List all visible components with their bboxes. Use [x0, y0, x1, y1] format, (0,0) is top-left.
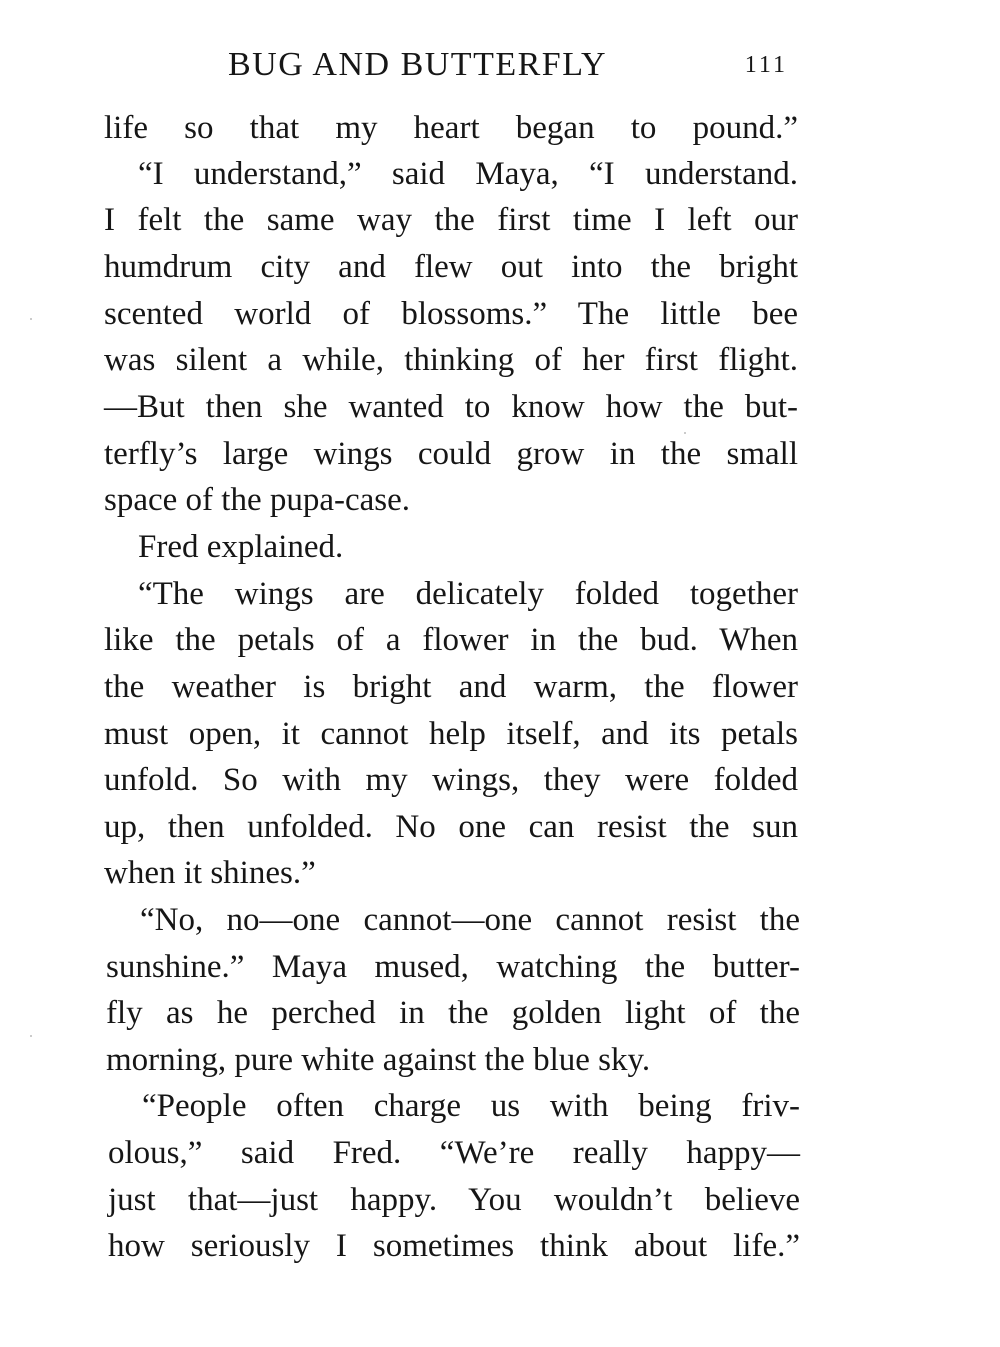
text-line-21: morning, pure white against the blue sky. [106, 1042, 651, 1078]
text-line-12: like the petals of a flower in the bud. When [104, 622, 798, 658]
text-line-15: unfold. So with my wings, they were folded [104, 762, 798, 798]
page-number: 111 [744, 52, 788, 78]
text-line-13: the weather is bright and warm, the flower [104, 669, 798, 705]
paper-speck [684, 432, 686, 434]
text-line-5: scented world of blossoms.” The little bee [104, 296, 798, 332]
paper-speck [30, 318, 32, 320]
text-line-7: —But then she wanted to know how the but- [104, 389, 798, 425]
text-line-24: just that—just happy. You wouldn’t believe [108, 1182, 800, 1218]
text-line-4: humdrum city and flew out into the bright [104, 249, 798, 285]
text-line-18: “No, no—one cannot—one cannot resist the [140, 902, 800, 938]
text-line-23: olous,” said Fred. “We’re really happy— [108, 1135, 800, 1171]
text-line-16: up, then unfolded. No one can resist the sun [104, 809, 798, 845]
text-line-25: how seriously I sometimes think about life.” [108, 1228, 800, 1264]
text-line-17: when it shines.” [104, 855, 316, 891]
text-line-1: life so that my heart began to pound.” [104, 110, 798, 146]
text-line-10: Fred explained. [138, 529, 344, 565]
text-line-19: sunshine.” Maya mused, watching the butter- [106, 949, 800, 985]
running-head [228, 46, 788, 90]
text-line-22: “People often charge us with being friv- [142, 1088, 800, 1124]
running-head-title: BUG AND BUTTERFLY [228, 46, 608, 83]
text-line-9: space of the pupa-case. [104, 482, 411, 518]
text-line-14: must open, it cannot help itself, and its petals [104, 716, 798, 752]
text-line-20: fly as he perched in the golden light of the [106, 995, 800, 1031]
text-line-8: terfly’s large wings could grow in the small [104, 436, 798, 472]
text-line-2: “I understand,” said Maya, “I understand. [138, 156, 798, 192]
text-line-6: was silent a while, thinking of her first flight. [104, 342, 798, 378]
paper-speck [30, 1035, 32, 1037]
text-line-11: “The wings are delicately folded together [138, 576, 798, 612]
text-line-3: I felt the same way the first time I left our [104, 202, 798, 238]
